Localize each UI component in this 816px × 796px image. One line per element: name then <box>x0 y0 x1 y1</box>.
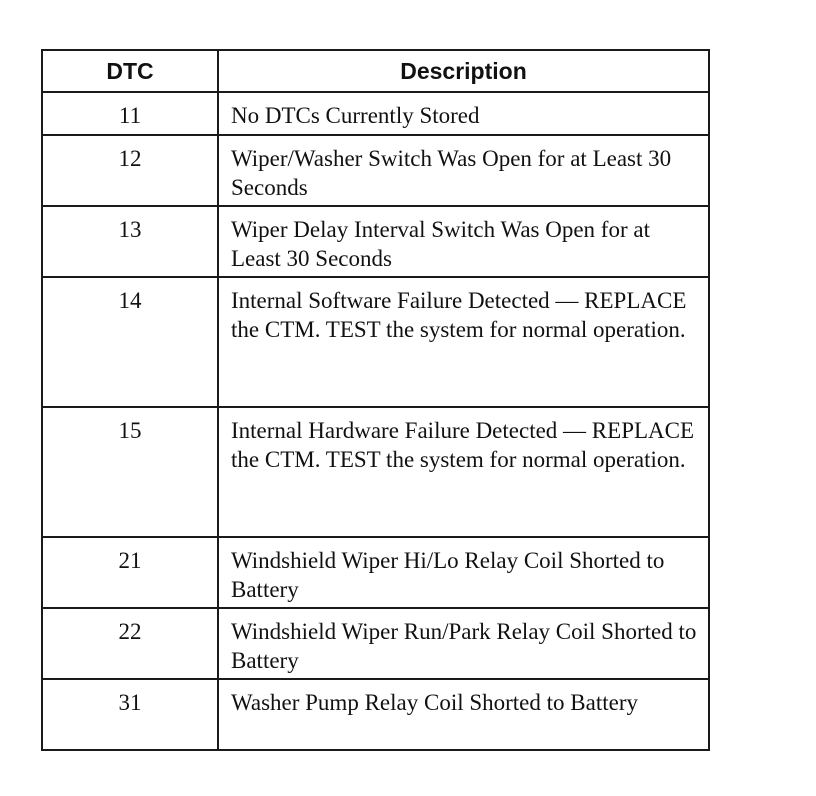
table-header-row <box>42 50 709 92</box>
dtc-code-cell: 14 <box>42 277 218 407</box>
description-cell: Wiper/Washer Switch Was Open for at Least 30 Seconds <box>218 135 709 206</box>
table-row <box>42 277 709 407</box>
dtc-code-cell: 22 <box>42 608 218 679</box>
table-row <box>42 206 709 277</box>
dtc-code-cell: 31 <box>42 679 218 750</box>
table-row <box>42 92 709 135</box>
description-cell: Internal Hardware Failure Detected — REPLACE the CTM. TEST the system for normal operation. <box>218 407 709 537</box>
dtc-code-cell: 11 <box>42 92 218 135</box>
dtc-code-cell: 21 <box>42 537 218 608</box>
table-row <box>42 537 709 608</box>
table-row <box>42 135 709 206</box>
description-cell: Wiper Delay Interval Switch Was Open for at Least 30 Seconds <box>218 206 709 277</box>
dtc-code-cell: 12 <box>42 135 218 206</box>
description-cell: No DTCs Currently Stored <box>218 92 709 135</box>
description-cell: Windshield Wiper Run/Park Relay Coil Shorted to Battery <box>218 608 709 679</box>
description-cell: Washer Pump Relay Coil Shorted to Battery <box>218 679 709 750</box>
description-column-header: Description <box>218 50 709 92</box>
dtc-code-cell: 15 <box>42 407 218 537</box>
dtc-code-cell: 13 <box>42 206 218 277</box>
table-row <box>42 679 709 750</box>
description-cell: Windshield Wiper Hi/Lo Relay Coil Shorted to Battery <box>218 537 709 608</box>
description-cell: Internal Software Failure Detected — REPLACE the CTM. TEST the system for normal operation. <box>218 277 709 407</box>
table-row <box>42 608 709 679</box>
table-row <box>42 407 709 537</box>
dtc-table <box>41 49 710 751</box>
dtc-column-header: DTC <box>42 50 218 92</box>
